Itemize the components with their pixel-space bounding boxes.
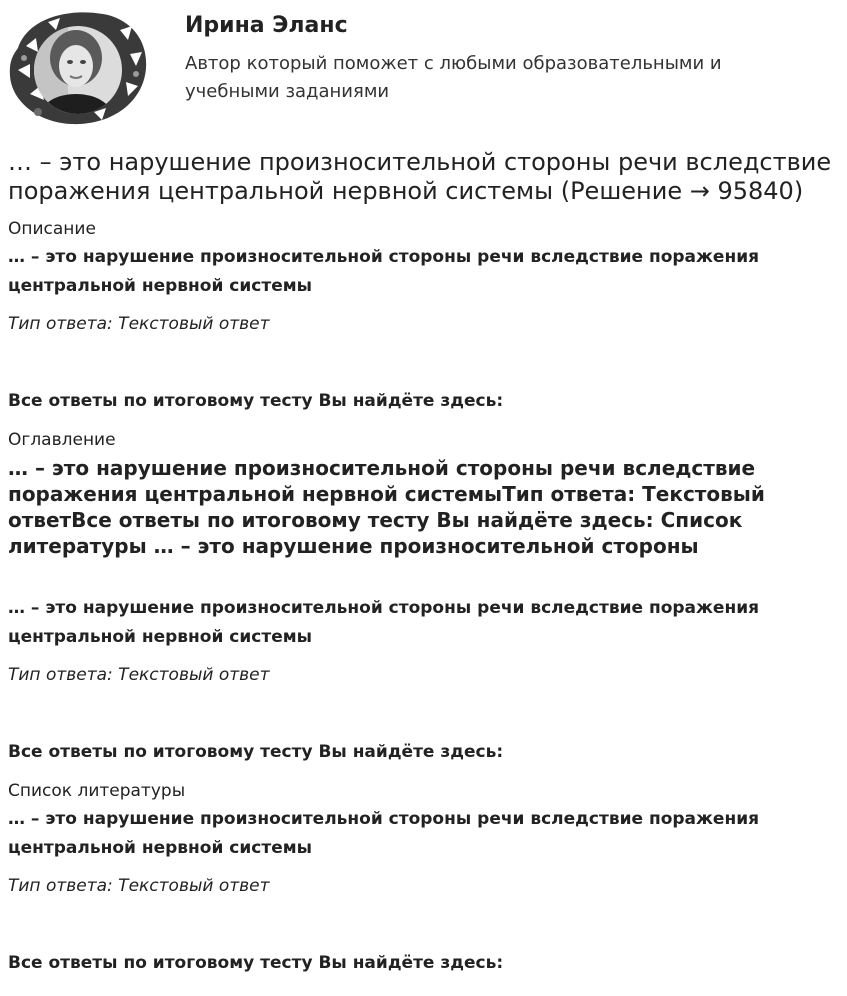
- author-description: Автор который поможет с любыми образовательными и учебными заданиями: [185, 53, 722, 102]
- literature-question: … – это нарушение произносительной стороны речи вследствие поражения центральной нервной системы: [8, 809, 760, 858]
- description-question: … – это нарушение произносительной стороны речи вследствие поражения центральной нервной системы: [8, 247, 760, 296]
- author-block: [8, 8, 839, 128]
- toc-label: Оглавление: [8, 430, 116, 450]
- author-avatar: [8, 8, 150, 126]
- toc-question: … – это нарушение произносительной стороны речи вследствие поражения центральной нервной системы: [8, 598, 760, 647]
- toc-title: … – это нарушение произносительной стороны речи вследствие поражения центральной нервной системыТип ответа: Текстовый ответВсе ответы по итоговому тесту Вы найдёте здесь: Список литературы … – это нарушение произносительной стороны: [8, 456, 765, 558]
- author-name[interactable]: Ирина Эланс: [185, 13, 348, 38]
- description-answer-type: Тип ответа: Текстовый ответ: [8, 314, 270, 334]
- literature-label: Список литературы: [8, 781, 186, 801]
- literature-all-answers[interactable]: Все ответы по итоговому тесту Вы найдёте здесь:: [8, 953, 504, 973]
- page-title: … – это нарушение произносительной стороны речи вследствие поражения центральной нервной системы (Решение → 95840): [8, 148, 832, 205]
- description-label: Описание: [8, 219, 96, 239]
- toc-answer-type: Тип ответа: Текстовый ответ: [8, 665, 270, 685]
- literature-answer-type: Тип ответа: Текстовый ответ: [8, 876, 270, 896]
- description-all-answers[interactable]: Все ответы по итоговому тесту Вы найдёте здесь:: [8, 391, 504, 411]
- toc-all-answers[interactable]: Все ответы по итоговому тесту Вы найдёте здесь:: [8, 742, 504, 762]
